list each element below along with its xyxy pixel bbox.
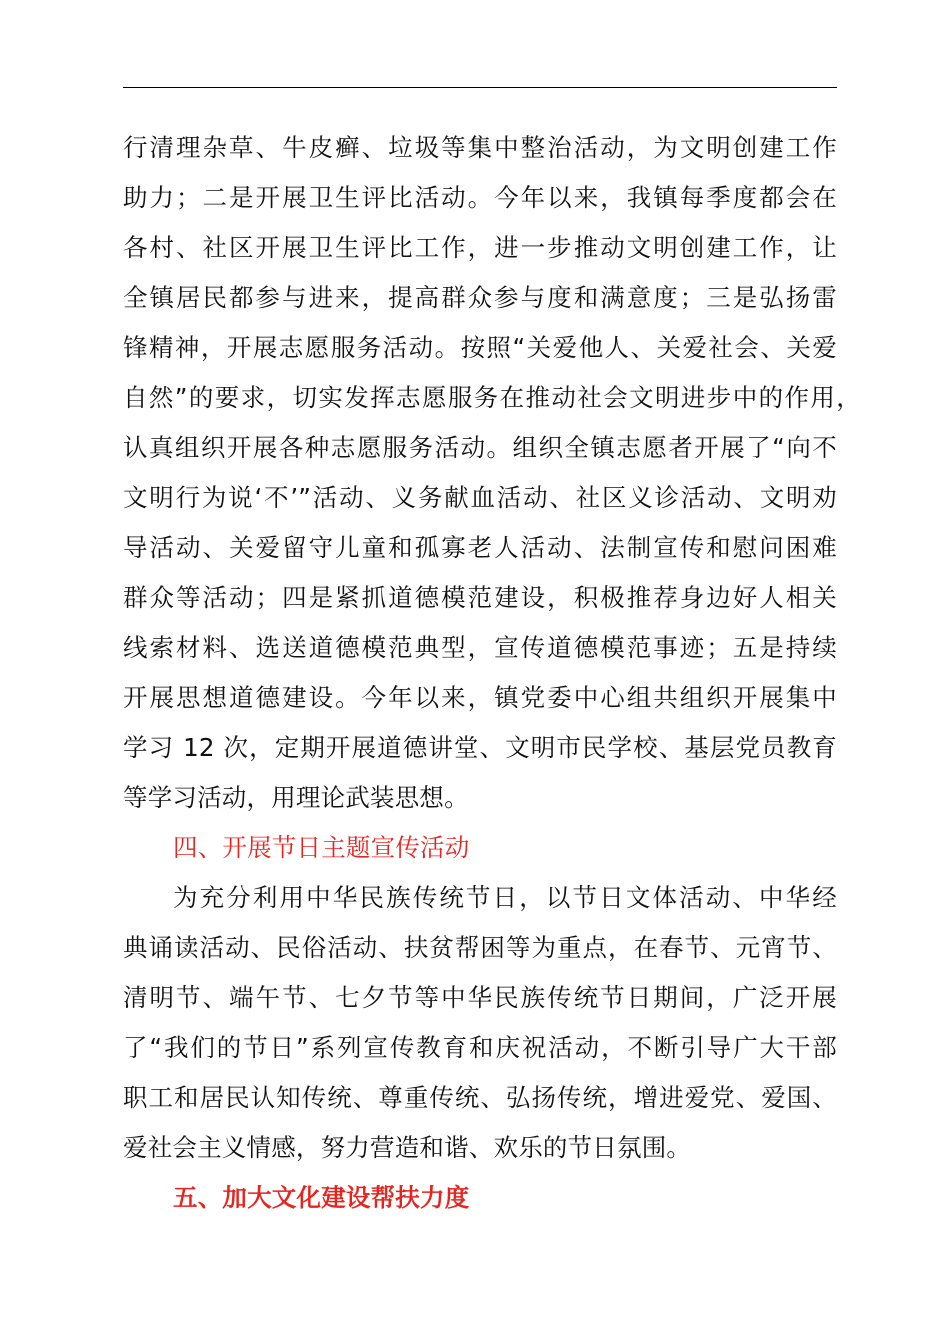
body-line: 学习 12 次，定期开展道德讲堂、文明市民学校、基层党员教育 <box>123 733 837 762</box>
body-line: 文明行为说‘不’”活动、义务献血活动、社区义诊活动、文明劝 <box>123 483 837 512</box>
body-line: 典诵读活动、民俗活动、扶贫帮困等为重点，在春节、元宵节、 <box>123 933 837 962</box>
body-line: 助力；二是开展卫生评比活动。今年以来，我镇每季度都会在 <box>123 183 837 212</box>
body-line: 清明节、端午节、七夕节等中华民族传统节日期间，广泛开展 <box>123 983 837 1012</box>
body-line: 线索材料、选送道德模范典型，宣传道德模范事迹；五是持续 <box>123 633 837 662</box>
body-line: 锋精神，开展志愿服务活动。按照“关爱他人、关爱社会、关爱 <box>123 333 837 362</box>
body-line: 自然”的要求，切实发挥志愿服务在推动社会文明进步中的作用， <box>123 383 861 412</box>
body-line: 认真组织开展各种志愿服务活动。组织全镇志愿者开展了“向不 <box>123 433 837 462</box>
body-line: 群众等活动；四是紧抓道德模范建设，积极推荐身边好人相关 <box>123 583 837 612</box>
body-line: 全镇居民都参与进来，提高群众参与度和满意度；三是弘扬雷 <box>123 283 837 312</box>
section-heading-4: 四、开展节日主题宣传活动 <box>173 833 470 862</box>
body-line: 导活动、关爱留守儿童和孤寡老人活动、法制宣传和慰问困难 <box>123 533 837 562</box>
body-line: 了“我们的节日”系列宣传教育和庆祝活动，不断引导广大干部 <box>123 1033 837 1062</box>
body-line: 为充分利用中华民族传统节日，以节日文体活动、中华经 <box>173 883 837 912</box>
body-line: 行清理杂草、牛皮癣、垃圾等集中整治活动，为文明创建工作 <box>123 133 837 162</box>
body-line: 爱社会主义情感，努力营造和谐、欢乐的节日氛围。 <box>123 1133 692 1162</box>
body-line: 开展思想道德建设。今年以来，镇党委中心组共组织开展集中 <box>123 683 837 712</box>
header-rule <box>123 87 837 88</box>
body-line: 等学习活动，用理论武装思想。 <box>123 783 469 812</box>
section-heading-5: 五、加大文化建设帮扶力度 <box>173 1183 470 1212</box>
body-line: 各村、社区开展卫生评比工作，进一步推动文明创建工作，让 <box>123 233 837 262</box>
document-body <box>123 123 861 1223</box>
body-line: 职工和居民认知传统、尊重传统、弘扬传统，增进爱党、爱国、 <box>123 1083 837 1112</box>
